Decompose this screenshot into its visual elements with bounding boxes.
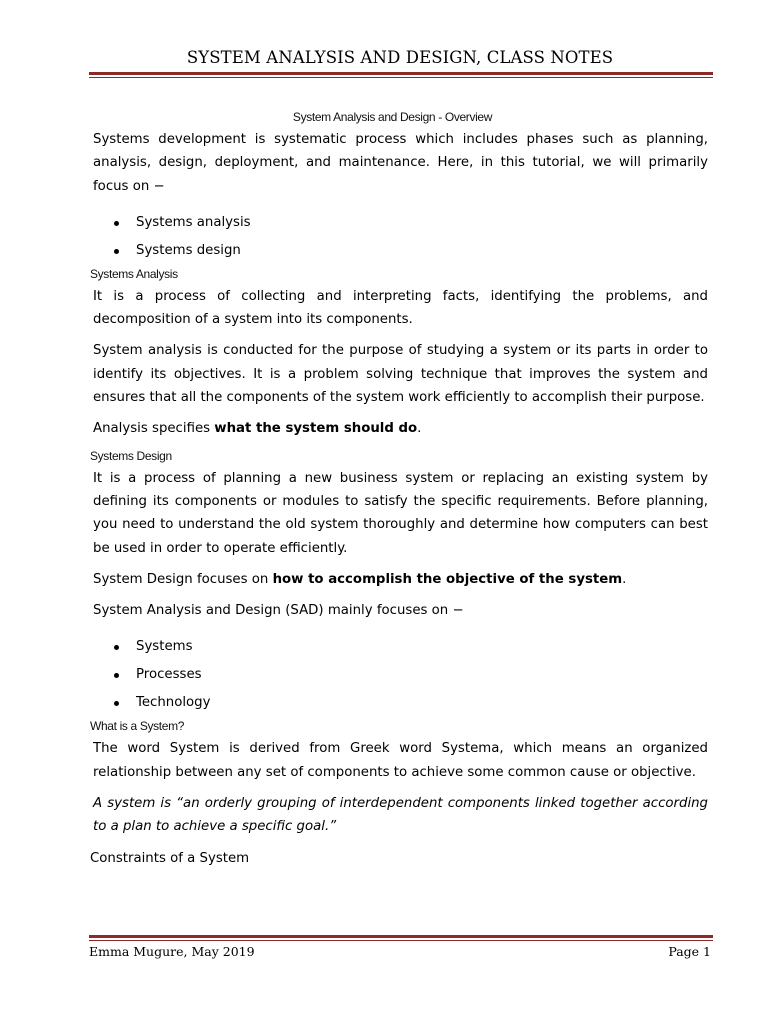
footer-author-date: Emma Mugure, May 2019	[89, 944, 255, 959]
header-rule	[89, 72, 713, 78]
what-is-paragraph: The word System is derived from Greek word Systema, which means an organized relationship between any set of components to achieve some common cause or objective.	[93, 741, 708, 780]
sad-focus-list	[93, 633, 708, 717]
overview-heading: System Analysis and Design - Overview	[292, 110, 493, 124]
analysis-paragraph-2: System analysis is conducted for the purpose of studying a system or its parts in order to identify its objectives. It is a problem solving technique that improves the system and ensures that all the components of the system work efficiently to accomplish their purpose.	[93, 343, 708, 406]
list-item: Systems	[93, 633, 708, 661]
list-item: Processes	[93, 661, 708, 689]
system-definition-quote: A system is “an orderly grouping of interdependent components linked together according to a plan to achieve a specific goal.”	[93, 796, 708, 835]
analysis-specifies: Analysis specifies what the system should do.	[93, 421, 422, 437]
design-paragraph-1: It is a process of planning a new business system or replacing an existing system by defining its components or modules to satisfy the specific requirements. Before planning, you need to understand the old system thoroughly and determine how computers can best be used in order to operate efficiently.	[93, 470, 708, 556]
analysis-specifies-emphasis: what the system should do	[214, 421, 418, 437]
page-header-title: SYSTEM ANALYSIS AND DESIGN, CLASS NOTES	[186, 48, 614, 67]
design-focuses-emphasis: how to accomplish the objective of the system	[272, 571, 623, 587]
analysis-paragraph-1: It is a process of collecting and interpreting facts, identifying the problems, and decomposition of a system into its components.	[93, 288, 708, 328]
list-item: Technology	[93, 689, 708, 717]
systems-analysis-heading: Systems Analysis	[90, 266, 178, 281]
overview-intro: Systems development is systematic process which includes phases such as planning, analysis, design, deployment, and maintenance. Here, in this tutorial, we will primarily focus on −	[93, 132, 708, 194]
focus-list	[93, 209, 708, 265]
list-item: Systems design	[93, 237, 708, 265]
systems-design-heading: Systems Design	[90, 448, 172, 463]
footer-rule	[89, 935, 713, 941]
list-item: Systems analysis	[93, 209, 708, 237]
page-content	[90, 110, 708, 870]
design-focuses: System Design focuses on how to accomplish the objective of the system.	[93, 571, 627, 587]
what-is-system-heading: What is a System?	[90, 719, 185, 734]
sad-intro: System Analysis and Design (SAD) mainly focuses on −	[93, 603, 464, 619]
footer-page-number: Page 1	[668, 944, 711, 959]
constraints-heading: Constraints of a System	[90, 850, 250, 866]
